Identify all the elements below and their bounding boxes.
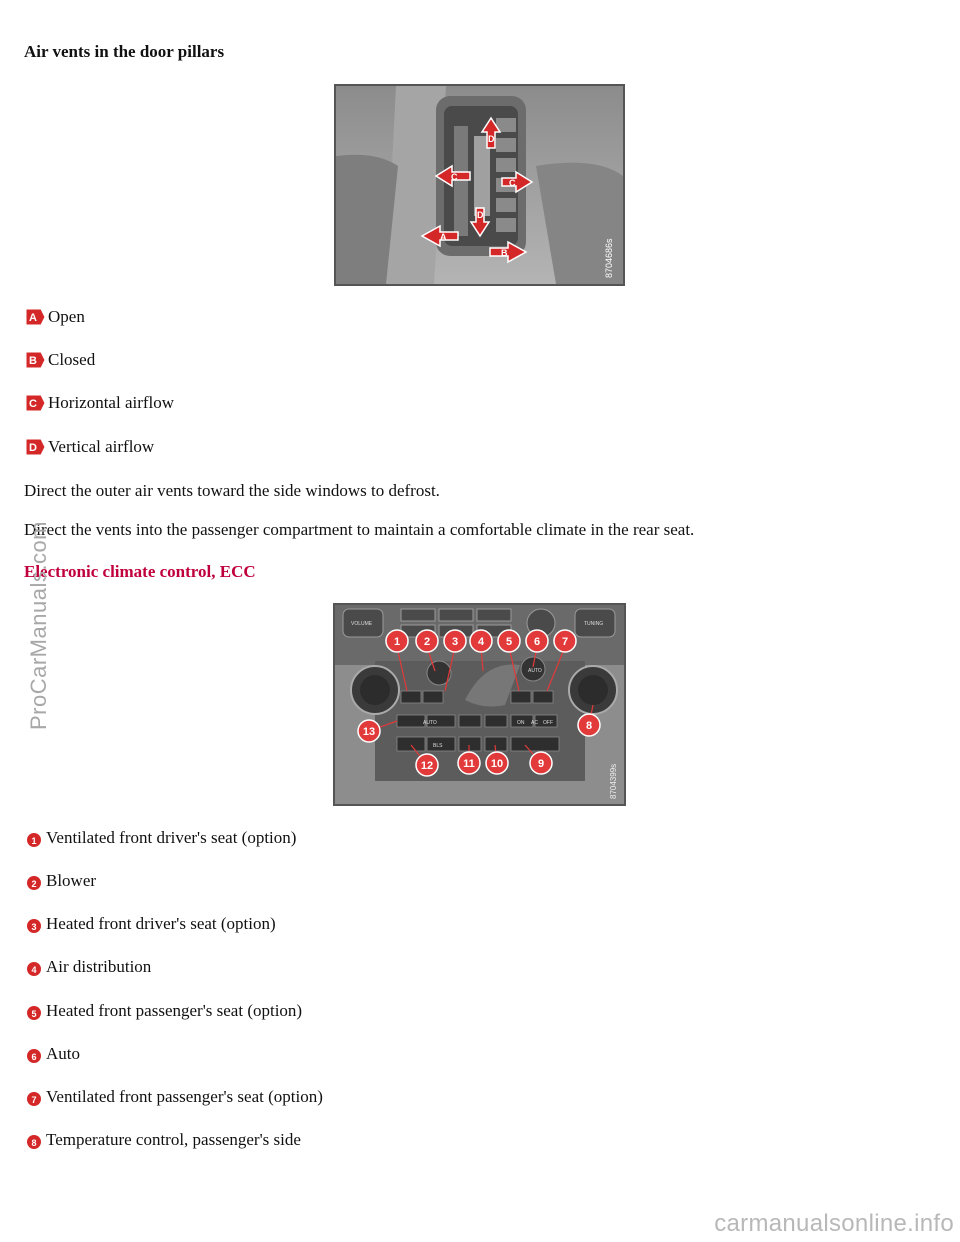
marker-7-icon (24, 1087, 44, 1107)
legend-item-7 (24, 1087, 323, 1107)
panel-text-off: OFF (543, 720, 553, 726)
watermark-side: ProCarManuals.com (26, 520, 51, 730)
legend-label-2: Blower (46, 871, 97, 890)
air-vent-figure (334, 84, 625, 286)
svg-text:A: A (29, 312, 37, 324)
ecc-panel-illustration (335, 605, 624, 804)
section-title-air-vents: Air vents in the door pillars (24, 42, 225, 61)
svg-text:B: B (29, 355, 37, 367)
legend-label-vertical: Vertical airflow (48, 437, 155, 456)
legend-item-5 (24, 1001, 302, 1021)
panel-text-auto: AUTO (528, 668, 542, 674)
legend-label-open: Open (48, 307, 85, 326)
callout-2: 2 (423, 636, 431, 648)
legend-item-4 (24, 957, 151, 977)
callout-8: 8 (585, 720, 593, 732)
svg-text:7: 7 (31, 1095, 37, 1105)
legend-item-8 (24, 1130, 301, 1150)
callout-11: 11 (463, 758, 475, 770)
marker-5-icon (24, 1001, 44, 1021)
callout-4: 4 (477, 636, 485, 648)
figure-code: 8704686s (604, 238, 614, 278)
callout-7: 7 (561, 636, 569, 648)
svg-text:6: 6 (31, 1052, 37, 1062)
svg-text:2: 2 (31, 879, 37, 889)
marker-4-icon (24, 957, 44, 977)
callout-12: 12 (420, 760, 434, 772)
legend-item-3 (24, 914, 276, 934)
watermark-bottom: carmanualsonline.info (714, 1210, 954, 1237)
marker-a-icon (24, 307, 46, 327)
svg-text:8: 8 (31, 1138, 37, 1148)
svg-text:1: 1 (31, 836, 37, 846)
air-vent-illustration (336, 86, 623, 284)
legend-item-6 (24, 1044, 80, 1064)
legend-item-c (24, 393, 174, 413)
callout-10: 10 (490, 758, 504, 770)
figure-label-c-left: C (451, 172, 458, 182)
paragraph-rear-seat: Direct the vents into the passenger compartment to maintain a comfortable climate in the rear seat. (24, 520, 695, 539)
marker-3-icon (24, 914, 44, 934)
panel-text-volume: VOLUME (351, 621, 373, 627)
callout-1: 1 (393, 636, 401, 648)
section-title-ecc[interactable]: Electronic climate control, ECC (24, 562, 256, 581)
legend-label-6: Auto (46, 1044, 80, 1063)
figure-label-d-bottom: D (477, 210, 484, 220)
callout-13: 13 (362, 726, 376, 738)
legend-label-3: Heated front driver's seat (option) (46, 914, 276, 933)
figure-label-c-right: C (509, 178, 516, 188)
panel-text-auto-2: AUTO (423, 720, 437, 726)
marker-d-icon (24, 437, 46, 457)
figure-label-d-top: D (488, 134, 495, 144)
callout-9: 9 (537, 758, 545, 770)
svg-text:C: C (29, 398, 37, 410)
marker-1-icon (24, 828, 44, 848)
ecc-figure-code: 8704399s (609, 763, 618, 799)
callout-6: 6 (533, 636, 541, 648)
panel-text-ac: AC (531, 720, 538, 726)
panel-text-bls: BLS (433, 743, 443, 749)
legend-label-1: Ventilated front driver's seat (option) (46, 828, 297, 847)
svg-text:3: 3 (31, 922, 37, 932)
legend-label-8: Temperature control, passenger's side (46, 1130, 301, 1149)
marker-b-icon (24, 350, 46, 370)
ecc-panel-figure (333, 603, 626, 806)
legend-item-a (24, 307, 85, 327)
panel-text-on: ON (517, 720, 525, 726)
marker-8-icon (24, 1130, 44, 1150)
marker-c-icon (24, 393, 46, 413)
panel-text-tuning: TUNING (584, 621, 604, 627)
legend-item-2 (24, 871, 96, 891)
figure-label-b: B (501, 248, 508, 258)
marker-6-icon (24, 1044, 44, 1064)
legend-item-d (24, 437, 154, 457)
legend-label-horizontal: Horizontal airflow (48, 393, 175, 412)
legend-item-1 (24, 828, 296, 848)
marker-2-icon (24, 871, 44, 891)
callout-3: 3 (451, 636, 459, 648)
legend-label-4: Air distribution (46, 957, 152, 976)
legend-label-7: Ventilated front passenger's seat (option) (46, 1087, 323, 1106)
figure-label-a: A (440, 232, 447, 242)
legend-item-b (24, 350, 95, 370)
callout-5: 5 (505, 636, 513, 648)
svg-text:4: 4 (31, 965, 37, 975)
svg-text:D: D (29, 442, 37, 454)
legend-label-5: Heated front passenger's seat (option) (46, 1001, 303, 1020)
svg-text:5: 5 (31, 1009, 37, 1019)
paragraph-defrost: Direct the outer air vents toward the side windows to defrost. (24, 481, 440, 500)
legend-label-closed: Closed (48, 350, 96, 369)
